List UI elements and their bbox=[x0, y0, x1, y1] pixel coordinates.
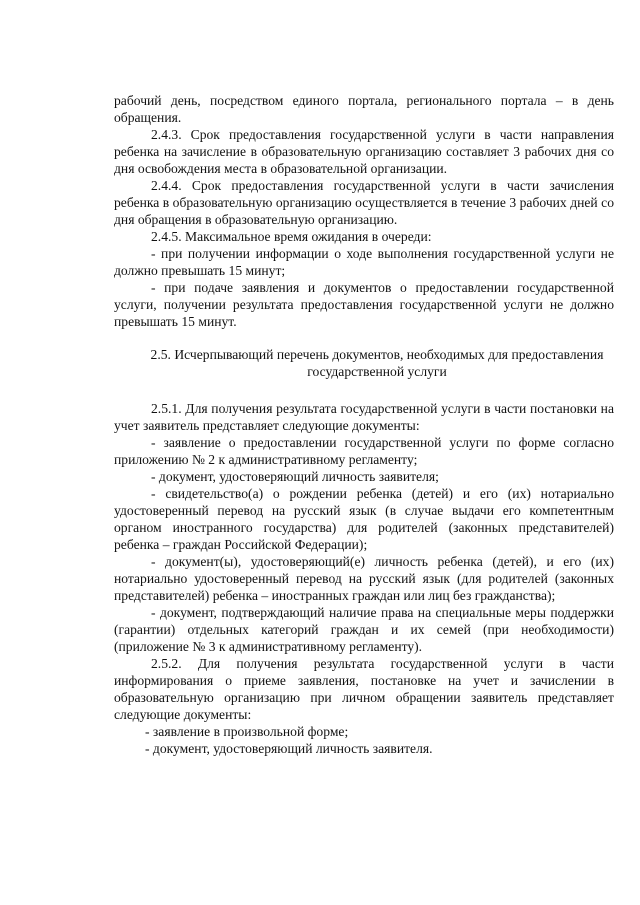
paragraph-2-4-4: 2.4.4. Срок предоставления государственной услуги в части зачисления ребенка в образовательную организацию осуществляется в течение 3 рабочих дней со дня обращения в образовательную организацию. bbox=[114, 178, 614, 227]
list-item-applicant-id-2: - документ, удостоверяющий личность заявителя. bbox=[145, 741, 433, 756]
section-heading-2-5: 2.5. Исчерпывающий перечень документов, необходимых для предоставления государственной услуги bbox=[150, 347, 604, 379]
list-item-free-form-application: - заявление в произвольной форме; bbox=[145, 724, 349, 739]
paragraph-2-4-3: 2.4.3. Срок предоставления государственной услуги в части направления ребенка на зачисление в образовательную организацию составляет 3 рабочих дня со дня освобождения места в образовательной организации. bbox=[114, 127, 614, 176]
paragraph-continuation: рабочий день, посредством единого портала, регионального портала – в день обращения. bbox=[114, 93, 614, 125]
document-page bbox=[114, 92, 614, 757]
list-item-submission-wait: - при подаче заявления и документов о предоставлении государственной услуги, получении результата предоставления государственной услуги не должно превышать 15 минут. bbox=[114, 280, 614, 329]
list-item-child-id: - документ(ы), удостоверяющий(е) личность ребенка (детей), и его (их) нотариально удостоверенный перевод на русский язык (для родителей (законных представителей) ребенка – иностранных граждан или лиц без гражданства); bbox=[114, 554, 614, 603]
paragraph-2-5-2: 2.5.2. Для получения результата государственной услуги в части информирования о приеме заявления, постановке на учет и зачислении в образовательную организацию при личном обращении заявитель представляет следующие документы: bbox=[114, 656, 614, 722]
spacer bbox=[114, 330, 614, 346]
spacer bbox=[114, 380, 614, 400]
list-item-support-proof: - документ, подтверждающий наличие права на специальные меры поддержки (гарантии) отдельных категорий граждан и их семей (при необходимости) (приложение № 3 к административному регламенту). bbox=[114, 605, 614, 654]
paragraph-2-4-5: 2.4.5. Максимальное время ожидания в очереди: bbox=[151, 229, 432, 244]
list-item-birth-certificate: - свидетельство(а) о рождении ребенка (детей) и его (их) нотариально удостоверенный перевод на русский язык (в случае выдачи его компетентным органом иностранного государства) для родителей (законных представителей) ребенка – граждан Российской Федерации); bbox=[114, 486, 614, 552]
list-item-info-wait: - при получении информации о ходе выполнения государственной услуги не должно превышать 15 минут; bbox=[114, 246, 614, 278]
list-item-applicant-id: - документ, удостоверяющий личность заявителя; bbox=[151, 469, 439, 484]
paragraph-2-5-1: 2.5.1. Для получения результата государственной услуги в части постановки на учет заявитель представляет следующие документы: bbox=[114, 401, 614, 433]
list-item-application: - заявление о предоставлении государственной услуги по форме согласно приложению № 2 к административному регламенту; bbox=[114, 435, 614, 467]
